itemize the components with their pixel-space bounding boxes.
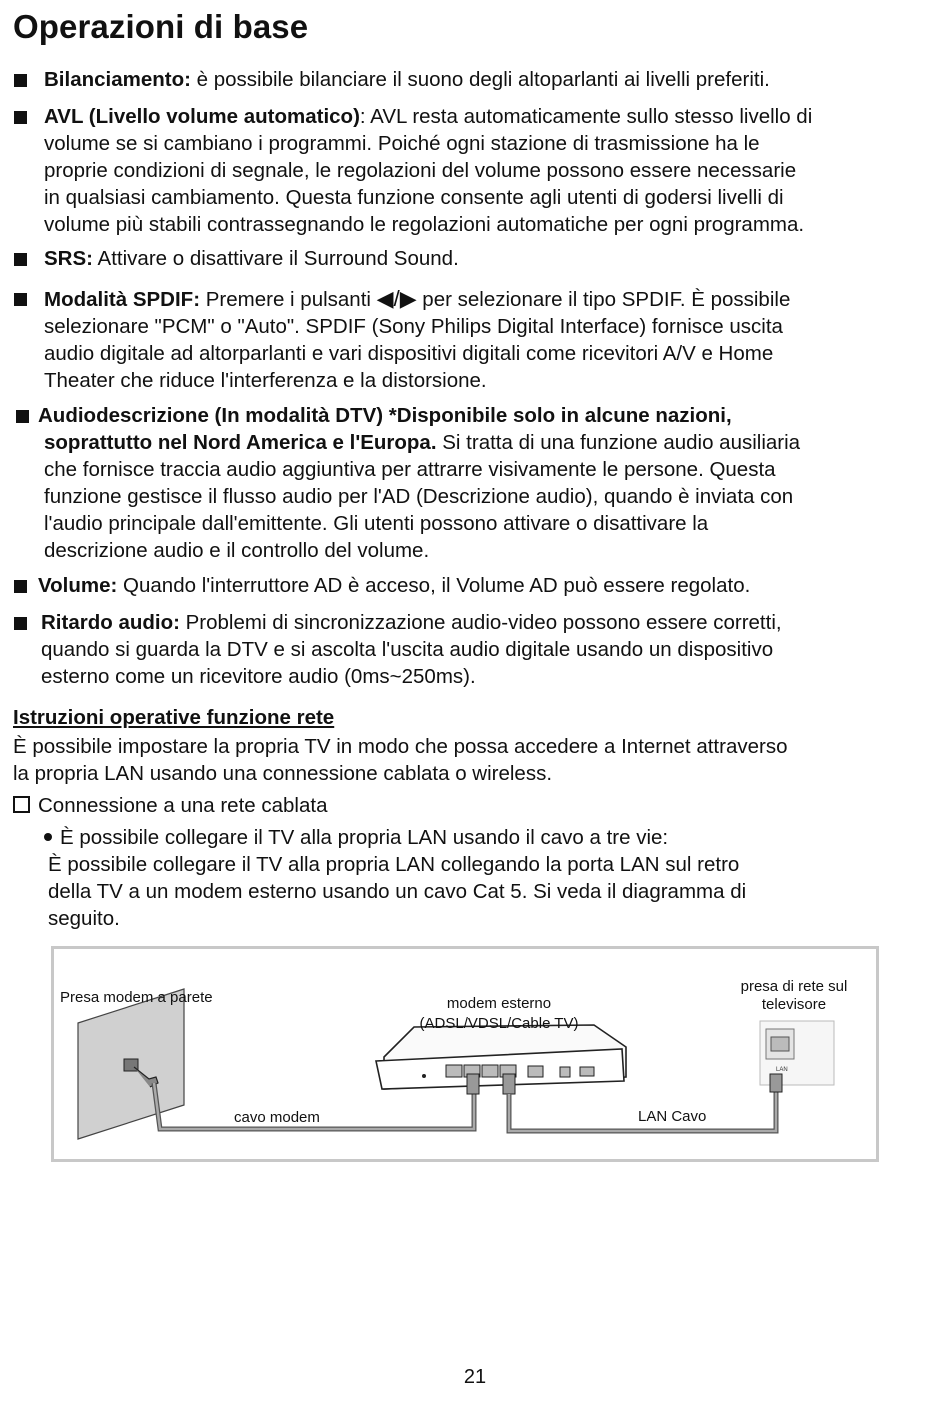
bullet-term: Volume: [38,574,118,597]
tv-plug-icon [770,1074,782,1092]
dot-item-text: È possibile collegare il TV alla propria LAN collegando la porta LAN sul retro [48,853,740,876]
dot-list-item [44,824,904,932]
bullet-term: soprattutto nel Nord America e l'Europa. [44,431,437,454]
bullet-text: descrizione audio e il controllo del volume. [44,539,430,562]
checkbox-item [13,792,327,819]
bullet-text: Si tratta di una funzione audio ausiliaria [436,431,801,454]
tv-port-label: LAN [776,1067,788,1073]
bullet-text: selezionare "PCM" o "Auto". SPDIF (Sony Philips Digital Interface) fornisce uscita [44,315,783,338]
bullet-text: che fornisce traccia audio aggiuntiva per attrarre visivamente le persone. Questa [44,458,776,481]
dot-item-text: della TV a un modem esterno usando un cavo Cat 5. Si veda il diagramma di [48,880,747,903]
section-heading: Istruzioni operative funzione rete [13,706,335,729]
bullet-text: Premere i pulsanti [200,288,377,311]
bullet-ritardo-audio [14,609,919,690]
page-title: Operazioni di base [13,8,309,45]
square-bullet-icon [14,253,27,266]
lan-cable-label: LAN Cavo [638,1108,707,1125]
bullet-text: Attivare o disattivare il Surround Sound. [92,247,459,270]
bullet-text: per selezionare il tipo SPDIF. È possibile [416,288,791,311]
modem-label: modem esterno [446,995,552,1012]
page-number: 21 [463,1366,487,1388]
bullet-text: esterno come un ricevitore audio (0ms~250ms). [41,665,476,688]
checkbox-icon [13,796,30,813]
modem-plug-icon [503,1074,515,1094]
bullet-term: AVL (Livello volume automatico) [44,105,360,128]
bullet-text: Theater che riduce l'interferenza e la distorsione. [44,369,487,392]
bullet-term: Ritardo audio: [41,611,180,634]
bullet-audiodescrizione [14,402,919,564]
bullet-spdif [14,285,919,394]
checkbox-label: Connessione a una rete cablata [38,794,328,817]
bullet-text: volume più stabili contrassegnando le regolazioni automatiche per ogni programma. [44,213,805,236]
wall-socket-label: Presa modem a parete [60,989,213,1006]
bullet-text: quando si guarda la DTV e si ascolta l'uscita audio digitale usando un dispositivo [41,638,774,661]
bullet-text: è possibile bilanciare il suono degli altoparlanti ai livelli preferiti. [190,68,770,91]
bullet-text: proprie condizioni di segnale, le regolazioni del volume possono essere necessarie [44,159,797,182]
bullet-volume [14,572,919,599]
bullet-bilanciamento [14,66,919,93]
square-bullet-icon [14,293,27,306]
network-diagram [51,946,879,1162]
bullet-text: volume se si cambiano i programmi. Poiché ogni stazione di trasmissione ha le [44,132,760,155]
modem-cable-label: cavo modem [234,1109,320,1126]
tv-port-caption-2: televisore [761,996,827,1013]
modem-sublabel: (ADSL/VDSL/Cable TV) [419,1015,579,1032]
bullet-text: in qualsiasi cambiamento. Questa funzione consente agli utenti di godersi livelli di [44,186,784,209]
bullet-text: funzione gestisce il flusso audio per l'AD (Descrizione audio), quando è inviata con [44,485,794,508]
square-bullet-icon [14,111,27,124]
bullet-text: Problemi di sincronizzazione audio-video possono essere corretti, [179,611,782,634]
section-intro [13,733,923,787]
square-bullet-icon [16,410,29,423]
bullet-term: Audiodescrizione (In modalità DTV) *Disponibile solo in alcune nazioni, [38,404,732,427]
bullet-avl [14,103,919,238]
bullet-srs [14,245,919,272]
bullet-text: audio digitale ad altorparlanti e vari dispositivi digitali come ricevitori A/V e Home [44,342,774,365]
dot-item-text: seguito. [48,907,120,930]
bullet-text: l'audio principale dall'emittente. Gli utenti possono attivare o disattivare la [44,512,709,535]
tv-port-caption: presa di rete sul [740,978,848,995]
bullet-text: : AVL resta automaticamente sullo stesso livello di [359,105,813,128]
intro-line: È possibile impostare la propria TV in modo che possa accedere a Internet attraverso [13,735,788,758]
bullet-term: SRS: [44,247,93,270]
square-bullet-icon [14,74,27,87]
left-right-arrows-icon: ◀/▶ [376,286,417,311]
modem-plug-icon [467,1074,479,1094]
bullet-term: Modalità SPDIF: [44,288,201,311]
square-bullet-icon [14,617,27,630]
dot-item-text: È possibile collegare il TV alla propria LAN usando il cavo a tre vie: [60,826,669,849]
bullet-term: Bilanciamento: [44,68,191,91]
bullet-text: Quando l'interruttore AD è acceso, il Volume AD può essere regolato. [117,574,751,597]
intro-line: la propria LAN usando una connessione cablata o wireless. [13,762,553,785]
bullet-dot-icon [44,833,52,841]
square-bullet-icon [14,580,27,593]
